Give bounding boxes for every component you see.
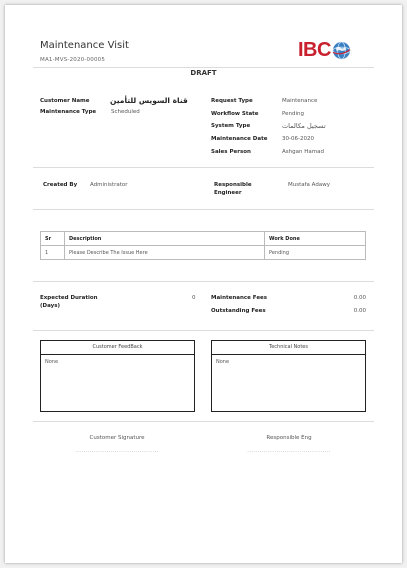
responsible-engineer-value: Mustafa Adawy	[288, 182, 330, 188]
request-type-value: Maintenance	[282, 98, 318, 104]
maintenance-type-value: Scheduled	[111, 109, 140, 115]
maintenance-fees-value: 0.00	[353, 295, 366, 301]
logo-text: IBC	[298, 38, 331, 61]
cell-description: Please Describe The Issue Here	[65, 246, 265, 260]
maintenance-date-label: Maintenance Date	[211, 136, 268, 142]
cell-work-done: Pending	[265, 246, 366, 260]
company-logo	[298, 37, 351, 63]
outstanding-fees-label: Outstanding Fees	[211, 308, 266, 314]
workflow-state-label: Workflow State	[211, 111, 259, 117]
customer-signature-label: Customer Signature	[89, 435, 145, 441]
expected-duration-value: 0	[192, 295, 196, 301]
details-divider	[33, 167, 374, 168]
items-table	[40, 231, 366, 260]
maintenance-fees-label: Maintenance Fees	[211, 295, 268, 301]
customer-signature-line: ........................................	[75, 448, 159, 454]
responsible-engineer-label-2: Engineer	[214, 190, 242, 196]
maintenance-date-value: 30-06-2020	[282, 136, 314, 142]
table-row	[41, 246, 366, 260]
customer-feedback-box	[40, 340, 195, 412]
document-number: MA1-MVS-2020-00005	[40, 57, 106, 63]
feedback-divider	[33, 421, 374, 422]
cell-sr: 1	[41, 246, 65, 260]
summary-divider	[33, 330, 374, 331]
table-divider	[33, 281, 374, 282]
maintenance-type-label: Maintenance Type	[40, 109, 97, 115]
customer-name-value: قناة السويس للتأمين	[110, 96, 188, 105]
expected-duration-label-2: (Days)	[40, 303, 60, 309]
sales-person-label: Sales Person	[211, 149, 251, 155]
column-header-description: Description	[65, 232, 265, 246]
engineer-signature-line: ........................................	[247, 448, 331, 454]
request-type-label: Request Type	[211, 98, 253, 104]
workflow-state-value: Pending	[282, 111, 304, 117]
header-divider	[33, 67, 374, 68]
column-header-sr: Sr	[41, 232, 65, 246]
customer-feedback-title: Customer FeedBack	[41, 341, 194, 355]
system-type-value: تسجيل مكالمات	[282, 122, 326, 130]
technical-notes-box	[211, 340, 366, 412]
created-by-label: Created By	[43, 182, 78, 188]
technical-notes-body: None	[216, 359, 230, 365]
outstanding-fees-value: 0.00	[353, 308, 366, 314]
created-by-value: Administrator	[90, 182, 128, 188]
globe-icon	[332, 41, 351, 60]
expected-duration-label-1: Expected Duration	[40, 295, 98, 301]
system-type-label: System Type	[211, 123, 251, 129]
document-title: Maintenance Visit	[40, 40, 129, 51]
customer-feedback-body: None	[45, 359, 59, 365]
column-header-work-done: Work Done	[265, 232, 366, 246]
technical-notes-title: Technical Notes	[212, 341, 365, 355]
people-divider	[33, 209, 374, 210]
status-draft: DRAFT	[190, 69, 217, 77]
table-header-row	[41, 232, 366, 246]
sales-person-value: Ashgan Hamad	[282, 149, 324, 155]
responsible-engineer-label-1: Responsible	[214, 182, 252, 188]
document-page	[5, 5, 402, 563]
customer-name-label: Customer Name	[40, 98, 90, 104]
engineer-signature-label: Responsible Eng	[266, 435, 312, 441]
